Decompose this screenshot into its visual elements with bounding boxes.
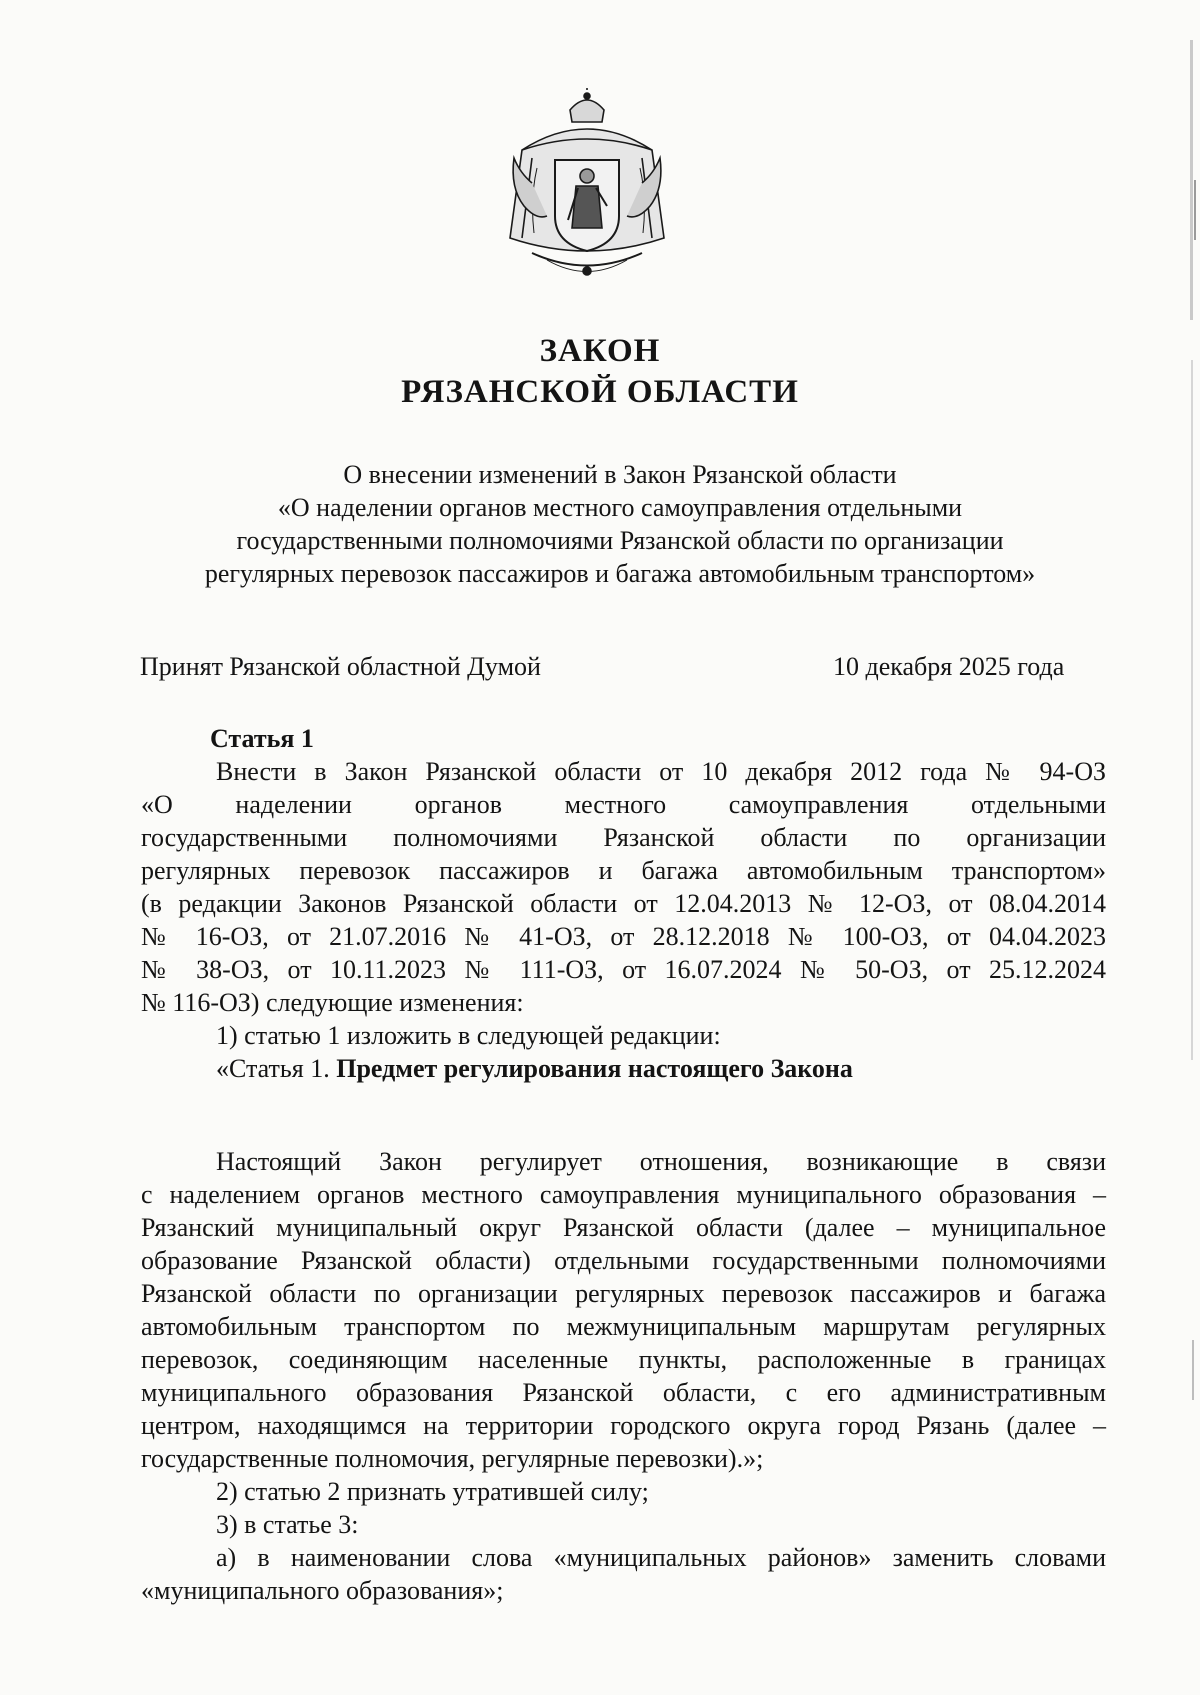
subject-line: государственными полномочиями Рязанской области по организации	[236, 526, 1004, 555]
text-line: Настоящий Закон регулирует отношения, возникающие в связи	[216, 1147, 1106, 1176]
amendment-item-2: 2) статью 2 признать утратившей силу;	[216, 1477, 649, 1506]
scan-edge-noise	[1186, 0, 1200, 1695]
text-line: образование Рязанской области) отдельными государственными полномочиями	[141, 1246, 1106, 1275]
text-line: Внести в Закон Рязанской области от 10 декабря 2012 года № 94-ОЗ	[216, 757, 1106, 786]
article-1-text	[141, 755, 1106, 1085]
text-line: регулярных перевозок пассажиров и багажа автомобильным транспортом»	[141, 856, 1106, 885]
text-line: автомобильным транспортом по межмуниципальным маршрутам регулярных	[141, 1312, 1106, 1341]
amendment-item-3: 3) в статье 3:	[216, 1510, 359, 1539]
accepted-date: 10 декабря 2025 года	[833, 652, 1065, 681]
ryazan-coat-of-arms-icon	[492, 88, 682, 288]
law-subject	[130, 458, 1110, 590]
text-line: Рязанский муниципальный округ Рязанской области (далее – муниципальное	[141, 1213, 1106, 1242]
new-article-text	[141, 1145, 1106, 1607]
text-line: государственными полномочиями Рязанской области по организации	[141, 823, 1106, 852]
text-line: «муниципального образования»;	[141, 1576, 504, 1605]
article-heading-text: Статья 1	[210, 724, 314, 753]
subject-line: регулярных перевозок пассажиров и багажа автомобильным транспортом»	[204, 559, 1036, 588]
new-article-prefix: «Статья 1.	[216, 1054, 337, 1083]
article-heading	[210, 722, 1175, 755]
text-line: государственные полномочия, регулярные перевозки).»;	[141, 1444, 764, 1473]
new-article-title	[141, 1052, 1106, 1085]
text-line: перевозок, соединяющим населенные пункты, расположенные в границах	[141, 1345, 1106, 1374]
text-line: № 16-ОЗ, от 21.07.2016 № 41-ОЗ, от 28.12.2018 № 100-ОЗ, от 04.04.2023	[141, 922, 1106, 951]
law-region-title: РЯЗАНСКОЙ ОБЛАСТИ	[401, 374, 799, 410]
amendment-item-1: 1) статью 1 изложить в следующей редакции:	[216, 1021, 721, 1050]
amendment-item-3a: а) в наименовании слова «муниципальных районов» заменить словами	[216, 1543, 1106, 1572]
subject-line: О внесении изменений в Закон Рязанской области	[343, 460, 897, 489]
text-line: центром, находящимся на территории городского округа город Рязань (далее –	[141, 1411, 1106, 1440]
text-line: муниципального образования Рязанской области, с его административным	[141, 1378, 1106, 1407]
text-line: Рязанской области по организации регулярных перевозок пассажиров и багажа	[141, 1279, 1106, 1308]
new-article-name: Предмет регулирования настоящего Закона	[336, 1054, 853, 1083]
text-line: «О наделении органов местного самоуправления отдельными	[141, 790, 1106, 819]
text-line: № 116-ОЗ) следующие изменения:	[141, 988, 524, 1017]
subject-line: «О наделении органов местного самоуправления отдельными	[277, 493, 963, 522]
text-line: с наделением органов местного самоуправления муниципального образования –	[141, 1180, 1106, 1209]
accepted-by: Принят Рязанской областной Думой	[140, 652, 541, 681]
law-title: ЗАКОН	[539, 333, 661, 369]
text-line: (в редакции Законов Рязанской области от 12.04.2013 № 12-ОЗ, от 08.04.2014	[141, 889, 1106, 918]
text-line: № 38-ОЗ, от 10.11.2023 № 111-ОЗ, от 16.07.2024 № 50-ОЗ, от 25.12.2024	[141, 955, 1106, 984]
